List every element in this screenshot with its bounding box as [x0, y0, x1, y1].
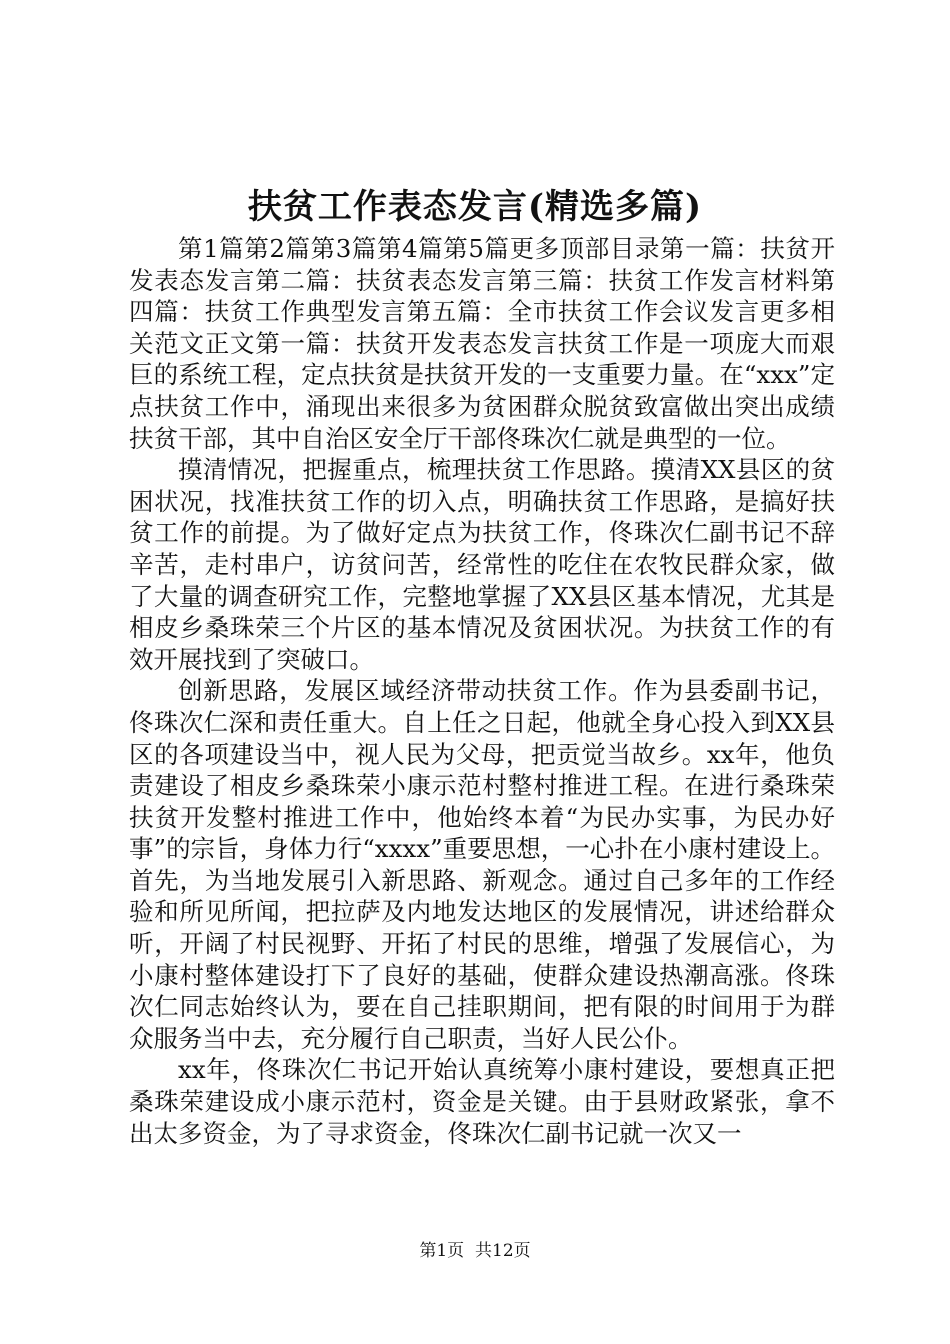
page-footer: [0, 1239, 950, 1263]
paragraph-1: 第1篇第2篇第3篇第4篇第5篇更多顶部目录第一篇：扶贫开发表态发言第二篇：扶贫表态发言第三篇：扶贫工作发言材料第四篇：扶贫工作典型发言第五篇：全市扶贫工作会议发言更多相关范文正文第一篇：扶贫开发表态发言扶贫工作是一项庞大而艰巨的系统工程，定点扶贫是扶贫开发的一支重要力量。在“xxx”定点扶贫工作中，涌现出来很多为贫困群众脱贫致富做出突出成绩扶贫干部，其中自治区安全厅干部佟珠次仁就是典型的一位。: [129, 234, 835, 453]
page-number: 第1页: [419, 1241, 465, 1261]
paragraph-2: 摸清情况，把握重点，梳理扶贫工作思路。摸清XX县区的贫困状况，找准扶贫工作的切入点，明确扶贫工作思路，是搞好扶贫工作的前提。为了做好定点为扶贫工作，佟珠次仁副书记不辞辛苦，走村串户，访贫问苦，经常性的吃住在农牧民群众家，做了大量的调查研究工作，完整地掌握了XX县区基本情况，尤其是相皮乡桑珠荣三个片区的基本情况及贫困状况。为扶贫工作的有效开展找到了突破口。: [129, 455, 835, 674]
page-total: 共12页: [475, 1241, 531, 1261]
paragraph-4: xx年，佟珠次仁书记开始认真统筹小康村建设，要想真正把桑珠荣建设成小康示范村，资金是关键。由于县财政紧张，拿不出太多资金，为了寻求资金，佟珠次仁副书记就一次又一: [129, 1055, 835, 1148]
paragraph-3: 创新思路，发展区域经济带动扶贫工作。作为县委副书记，佟珠次仁深和责任重大。自上任之日起，他就全身心投入到XX县区的各项建设当中，视人民为父母，把贡觉当故乡。xx年，他负责建设了相皮乡桑珠荣小康示范村整村推进工程。在进行桑珠荣扶贫开发整村推进工作中，他始终本着“为民办实事，为民办好事”的宗旨，身体力行“xxxx”重要思想，一心扑在小康村建设上。首先，为当地发展引入新思路、新观念。通过自己多年的工作经验和所见所闻，把拉萨及内地发达地区的发展情况，讲述给群众听，开阔了村民视野、开拓了村民的思维，增强了发展信心，为小康村整体建设打下了良好的基础，使群众建设热潮高涨。佟珠次仁同志始终认为，要在自己挂职期间，把有限的时间用于为群众服务当中去，充分履行自己职责，当好人民公仆。: [129, 676, 835, 1053]
document-title: 扶贫工作表态发言(精选多篇): [247, 187, 703, 227]
document-body: [129, 233, 835, 1149]
